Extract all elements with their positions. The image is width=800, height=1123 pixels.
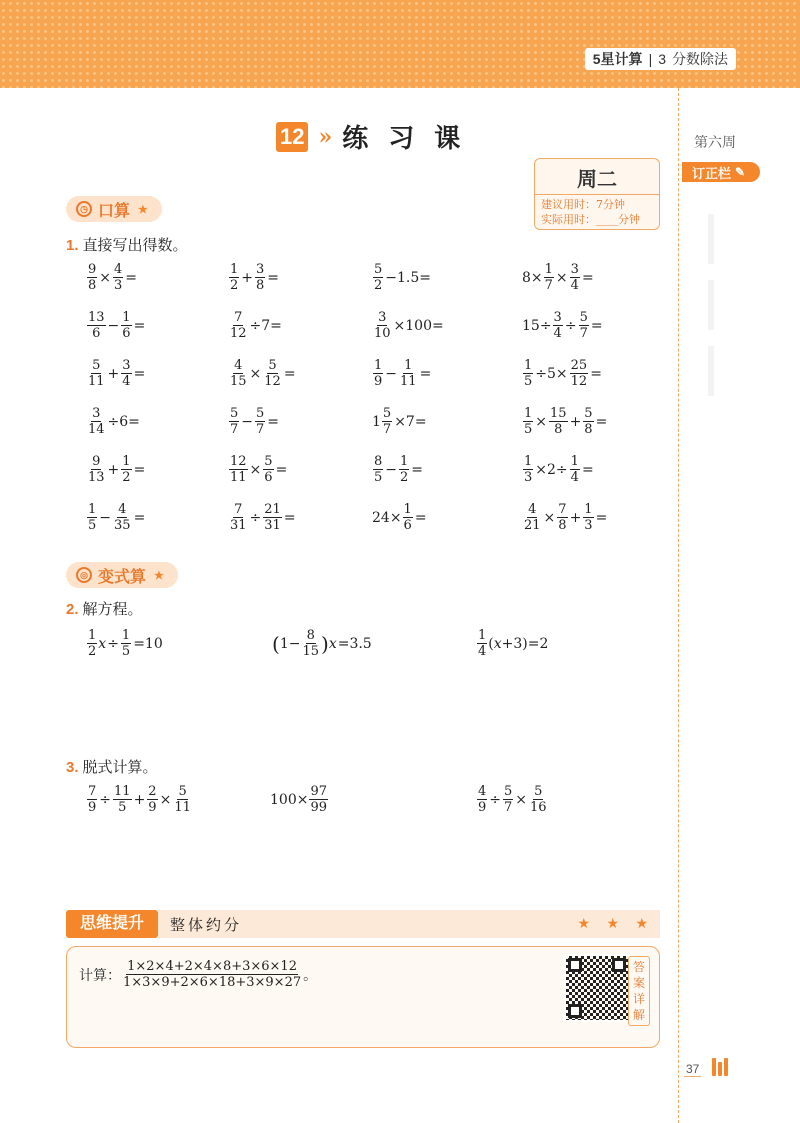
- question-number: 1.: [66, 237, 79, 254]
- answer-explain-label: 答 案 详 解: [628, 956, 650, 1026]
- thinking-header: [66, 910, 660, 938]
- correction-label-text: 订正栏: [692, 165, 732, 181]
- actual-time: 实际用时：____分钟: [541, 213, 640, 226]
- calc-item: 100× $\frac{97}{99}$: [270, 784, 327, 815]
- challenge-numerator: 1×2×4+2×4×8+3×6×12: [127, 959, 297, 974]
- sidebar-deco: [708, 280, 714, 330]
- oral-item: $\frac{1}{2}$ + $\frac{3}{8}$ =: [230, 262, 280, 293]
- star-icon: ★ ★ ★: [577, 916, 654, 932]
- challenge-prefix: 计算：: [79, 967, 121, 984]
- star-icon: ★: [154, 569, 164, 582]
- question-number: 2.: [66, 601, 79, 618]
- section-variant-label: 变式算: [98, 568, 147, 586]
- oral-item: $\frac{12}{11}$ × $\frac{5}{6}$ =: [230, 454, 288, 485]
- oral-item: $\frac{9}{8}$ × $\frac{4}{3}$ =: [88, 262, 138, 293]
- pencil-icon: ✎: [735, 165, 746, 179]
- stopwatch-icon: ◷: [76, 201, 92, 217]
- qr-code[interactable]: [564, 954, 630, 1022]
- question-3: [66, 756, 158, 777]
- chapter-name: 分数除法: [672, 51, 728, 67]
- lesson-title: [276, 118, 480, 155]
- thinking-topic-bar: [158, 910, 577, 938]
- lesson-number: 12: [276, 122, 308, 152]
- chapter-tag: [585, 48, 736, 70]
- calc-item: $\frac{7}{9}$ ÷ $\frac{11}{5}$ + $\frac{2}{9}$ × $\frac{5}{11}$: [88, 784, 191, 815]
- oral-item: $\frac{5}{2}$ −1.5=: [374, 262, 432, 293]
- equation-item: $\frac{1}{4}$ ( x +3)=2: [478, 628, 549, 659]
- oral-item: $\frac{1}{5}$ − $\frac{4}{35}$ =: [88, 502, 146, 533]
- question-number: 3.: [66, 759, 79, 776]
- brand-label: 5星计算: [592, 51, 643, 67]
- section-variant: [66, 562, 178, 588]
- oral-item: $\frac{1}{5}$ ÷5× $\frac{25}{12}$ =: [524, 358, 602, 389]
- oral-item: $\frac{1}{5}$ × $\frac{15}{8}$ + $\frac{5}{8}$ =: [524, 406, 608, 437]
- oral-item: $\frac{3}{10}$ ×100=: [374, 310, 444, 341]
- oral-item: 24× $\frac{1}{6}$ =: [372, 502, 427, 533]
- correction-sidebar: [678, 88, 800, 1123]
- oral-item: 15÷ $\frac{3}{4}$ ÷ $\frac{5}{7}$ =: [522, 310, 603, 341]
- correction-label: [682, 162, 760, 182]
- oral-item: 8× $\frac{1}{7}$ × $\frac{3}{4}$ =: [522, 262, 594, 293]
- header-band: [0, 0, 800, 88]
- chapter-separator: |: [648, 51, 653, 67]
- books-icon: [712, 1058, 728, 1076]
- suggested-time: 建议用时：7分钟: [541, 198, 625, 211]
- challenge-suffix: 。: [303, 967, 318, 984]
- oral-item: $\frac{1}{9}$ − $\frac{1}{11}$ =: [374, 358, 432, 389]
- sidebar-deco: [708, 346, 714, 396]
- chevron-icon: »: [318, 123, 333, 150]
- section-oral: [66, 196, 162, 222]
- oral-item: $\frac{7}{31}$ ÷ $\frac{21}{31}$ =: [230, 502, 296, 533]
- oral-item: $\frac{13}{6}$ − $\frac{1}{6}$ =: [88, 310, 146, 341]
- oral-item: $\frac{4}{15}$ × $\frac{5}{12}$ =: [230, 358, 296, 389]
- star-icon: ★: [138, 203, 148, 216]
- oral-item: $\frac{8}{5}$ − $\frac{1}{2}$ =: [374, 454, 424, 485]
- page-number: 37: [686, 1062, 700, 1076]
- oral-item: $\frac{9}{13}$ + $\frac{1}{2}$ =: [88, 454, 146, 485]
- oral-item: $\frac{4}{21}$ × $\frac{7}{8}$ + $\frac{1}{3}$ =: [524, 502, 608, 533]
- oral-item: $\frac{1}{3}$ ×2÷ $\frac{1}{4}$ =: [524, 454, 594, 485]
- thinking-topic: 整体约分: [170, 915, 243, 934]
- question-2: [66, 598, 143, 619]
- target-icon: ◎: [76, 567, 92, 583]
- question-text: 解方程。: [82, 601, 143, 618]
- challenge-denominator: 1×3×9+2×6×18+3×9×27: [123, 975, 302, 990]
- oral-item: 1 $\frac{5}{7}$ ×7=: [372, 406, 427, 437]
- day-label: 周二: [577, 169, 617, 191]
- oral-item: $\frac{7}{12}$ ÷7=: [230, 310, 282, 341]
- oral-item: $\frac{5}{7}$ − $\frac{5}{7}$ =: [230, 406, 280, 437]
- question-1: [66, 234, 188, 255]
- equation-item: $\frac{1}{2}$ x ÷ $\frac{1}{5}$ =10: [88, 628, 163, 659]
- week-label: 第六周: [694, 134, 736, 150]
- challenge-expression: [79, 959, 317, 990]
- thinking-label: 思维提升: [66, 910, 158, 938]
- section-oral-label: 口算: [98, 202, 131, 220]
- sidebar-deco: [708, 214, 714, 264]
- chapter-number: 3: [658, 51, 666, 67]
- equation-item: ( 1− $\frac{8}{15}$ ) x =3.5: [272, 628, 372, 659]
- oral-item: $\frac{3}{14}$ ÷6=: [88, 406, 140, 437]
- calc-item: $\frac{4}{9}$ ÷ $\frac{5}{7}$ × $\frac{5}{16}$: [478, 784, 547, 815]
- question-text: 直接写出得数。: [82, 237, 188, 254]
- oral-item: $\frac{5}{11}$ + $\frac{3}{4}$ =: [88, 358, 146, 389]
- lesson-title-text: 练习课: [342, 123, 481, 153]
- day-box: [534, 158, 660, 230]
- question-text: 脱式计算。: [82, 759, 158, 776]
